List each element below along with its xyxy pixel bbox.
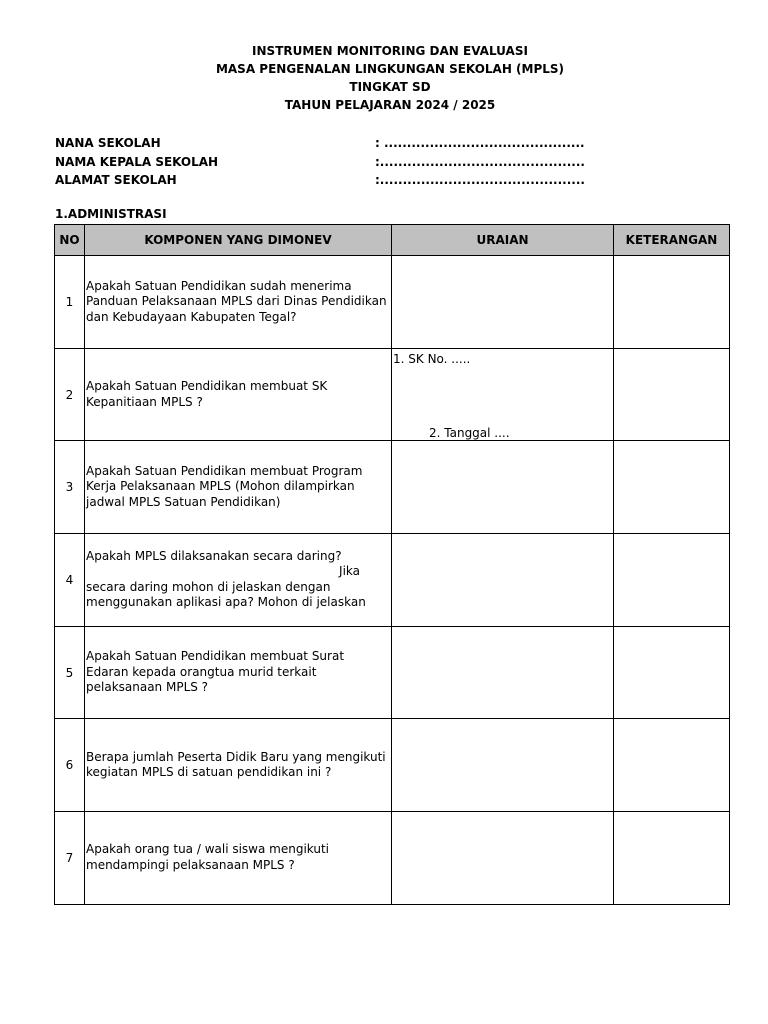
monitoring-table [54,224,730,905]
keterangan-cell[interactable] [614,812,730,905]
row-question: Apakah Satuan Pendidikan membuat SK Kepanitiaan MPLS ? [85,348,392,441]
keterangan-cell[interactable] [614,256,730,349]
uraian-cell[interactable] [392,348,614,441]
header-komponen: KOMPONEN YANG DIMONEV [85,225,392,256]
row-question: Apakah Satuan Pendidikan sudah menerima Panduan Pelaksanaan MPLS dari Dinas Pendidikan dan Kebudayaan Kabupaten Tegal? [85,256,392,349]
keterangan-cell[interactable] [614,626,730,719]
header-keterangan: KETERANGAN [614,225,730,256]
uraian-cell[interactable] [392,719,614,812]
question-part: Jika [339,564,360,579]
info-value: :............................................. [375,173,585,187]
title-line-2: MASA PENGENALAN LINGKUNGAN SEKOLAH (MPLS) [215,62,565,76]
document-title [0,42,768,114]
keterangan-cell[interactable] [614,719,730,812]
row-number: 1 [55,256,85,349]
uraian-cell[interactable] [392,534,614,627]
sk-date-field: 2. Tanggal .... [429,425,510,440]
row-question [85,534,392,627]
table-row [55,534,730,627]
info-label: ALAMAT SEKOLAH [55,173,177,187]
table-row [55,348,730,441]
table-row [55,256,730,349]
table-row [55,441,730,534]
row-number: 4 [55,534,85,627]
row-question: Berapa jumlah Peserta Didik Baru yang mengikuti kegiatan MPLS di satuan pendidikan ini ? [85,719,392,812]
table-row [55,812,730,905]
row-number: 3 [55,441,85,534]
question-part: secara daring mohon di jelaskan dengan menggunakan aplikasi apa? Mohon di jelaskan [86,579,366,610]
title-line-3: TINGKAT SD [349,80,431,94]
row-number: 7 [55,812,85,905]
keterangan-cell[interactable] [614,348,730,441]
uraian-cell[interactable] [392,441,614,534]
title-line-1: INSTRUMEN MONITORING DAN EVALUASI [252,44,528,58]
row-question: Apakah Satuan Pendidikan membuat Program Kerja Pelaksanaan MPLS (Mohon dilampirkan jadwal MPLS Satuan Pendidikan) [85,441,392,534]
row-number: 2 [55,348,85,441]
table-header-row [55,225,730,256]
info-label: NAMA KEPALA SEKOLAH [55,154,219,169]
section-title: 1.ADMINISTRASI [55,207,167,221]
title-line-4: TAHUN PELAJARAN 2024 / 2025 [284,98,496,112]
question-part: Apakah MPLS dilaksanakan secara daring? [86,548,342,563]
info-label: NANA SEKOLAH [55,136,161,150]
row-number: 5 [55,626,85,719]
row-question: Apakah orang tua / wali siswa mengikuti mendampingi pelaksanaan MPLS ? [85,812,392,905]
keterangan-cell[interactable] [614,534,730,627]
header-uraian: URAIAN [392,225,614,256]
uraian-cell[interactable] [392,256,614,349]
keterangan-cell[interactable] [614,441,730,534]
info-value: :............................................. [375,154,585,169]
header-no: NO [55,225,85,256]
uraian-cell[interactable] [392,812,614,905]
table-row [55,626,730,719]
table-row [55,719,730,812]
row-number: 6 [55,719,85,812]
sk-number-field: 1. SK No. ..... [393,351,471,366]
row-question: Apakah Satuan Pendidikan membuat Surat Edaran kepada orangtua murid terkait pelaksanaan MPLS ? [85,626,392,719]
info-value: : ............................................ [375,136,585,150]
uraian-cell[interactable] [392,626,614,719]
